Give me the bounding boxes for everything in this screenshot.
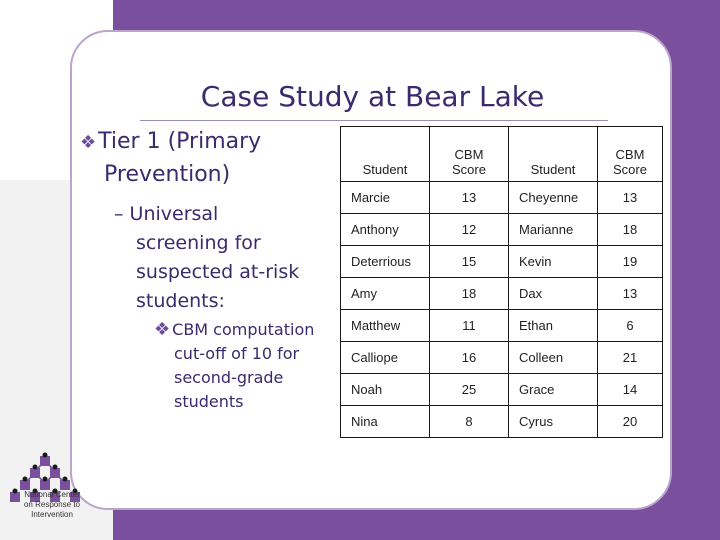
bullet-2-line-2: screening for: [136, 232, 261, 254]
title-divider: [140, 120, 608, 121]
header-score-1: [430, 127, 509, 182]
logo-caption-line-2: on Response to: [23, 500, 81, 509]
cbm-score: 18: [598, 214, 663, 246]
header-score-2-line-1: CBM: [615, 147, 645, 162]
cbm-score: 20: [598, 406, 663, 438]
student-name: Ethan: [509, 310, 598, 342]
bullet-3-line-3: second-grade: [174, 368, 284, 387]
table-row: [341, 278, 663, 310]
student-name: Anthony: [341, 214, 430, 246]
cbm-score: 18: [430, 278, 509, 310]
cbm-score: 15: [430, 246, 509, 278]
cbm-score: 13: [598, 182, 663, 214]
dash-bullet-icon: –: [114, 203, 130, 225]
header-score-1-line-2: Score: [452, 162, 486, 177]
table-row: [341, 246, 663, 278]
cbm-score: 12: [430, 214, 509, 246]
cbm-score: 8: [430, 406, 509, 438]
student-name: Nina: [341, 406, 430, 438]
table-row: [341, 310, 663, 342]
student-name: Amy: [341, 278, 430, 310]
bullet-level-2: [114, 200, 314, 316]
student-name: Cheyenne: [509, 182, 598, 214]
cbm-score-table: [340, 126, 663, 438]
table-row: [341, 342, 663, 374]
student-name: Marcie: [341, 182, 430, 214]
cbm-score: 13: [430, 182, 509, 214]
student-name: Cyrus: [509, 406, 598, 438]
header-score-2: [598, 127, 663, 182]
bullet-2-line-4: students:: [136, 290, 225, 312]
bullet-level-1: [80, 126, 330, 191]
slide-title: Case Study at Bear Lake: [200, 80, 545, 113]
bullet-3-line-2: cut-off of 10 for: [174, 344, 300, 363]
header-student-2: Student: [509, 127, 598, 182]
student-name: Noah: [341, 374, 430, 406]
logo-caption-line-3: Intervention: [31, 510, 73, 519]
cbm-score: 19: [598, 246, 663, 278]
table-row: [341, 406, 663, 438]
student-name: Dax: [509, 278, 598, 310]
diamond-bullet-icon: ❖: [80, 132, 97, 153]
bullet-3-line-4: students: [174, 392, 244, 411]
table-row: [341, 182, 663, 214]
table-row: [341, 214, 663, 246]
cbm-score: 11: [430, 310, 509, 342]
student-name: Grace: [509, 374, 598, 406]
student-name: Kevin: [509, 246, 598, 278]
student-name: Calliope: [341, 342, 430, 374]
table-header-row: [341, 127, 663, 182]
logo-caption-line-1: National Center: [24, 490, 80, 499]
cbm-score: 14: [598, 374, 663, 406]
cbm-score: 6: [598, 310, 663, 342]
bullet-2-line-3: suspected at-risk: [136, 261, 300, 283]
student-name: Colleen: [509, 342, 598, 374]
cbm-score: 13: [598, 278, 663, 310]
student-name: Matthew: [341, 310, 430, 342]
logo-caption: [6, 490, 98, 520]
bullet-level-3: [154, 318, 324, 414]
student-name: Marianne: [509, 214, 598, 246]
bullet-3-line-1: CBM computation: [172, 320, 315, 339]
cbm-score: 16: [430, 342, 509, 374]
table-row: [341, 374, 663, 406]
bullet-1-line-1: Tier 1 (Primary: [98, 129, 262, 154]
student-name: Deterrious: [341, 246, 430, 278]
bullet-1-line-2: Prevention): [104, 162, 231, 187]
diamond-bullet-small-icon: ❖: [154, 319, 171, 340]
cbm-score: 25: [430, 374, 509, 406]
cbm-score: 21: [598, 342, 663, 374]
header-student-1: Student: [341, 127, 430, 182]
header-score-1-line-1: CBM: [454, 147, 484, 162]
bullet-2-line-1: Universal: [129, 203, 219, 225]
header-score-2-line-2: Score: [613, 162, 647, 177]
